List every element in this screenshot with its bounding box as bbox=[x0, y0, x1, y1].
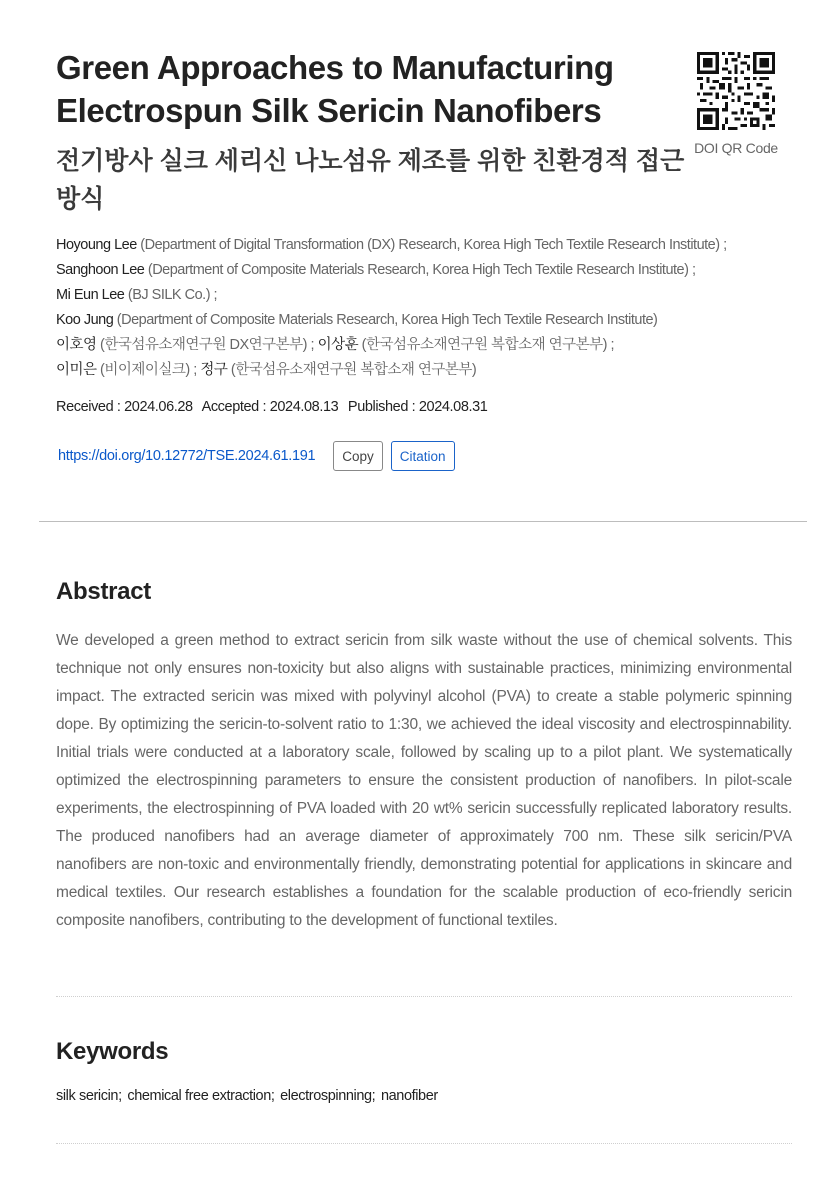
abstract-text: We developed a green method to extract sericin from silk waste without the use of chemical solvents. This technique not only ensures non-toxicity but also aligns with sustainable practices, minimizing environmental impact. The extracted sericin was mixed with polyvinyl alcohol (PVA) to create a stable polymeric spinning dope. By optimizing the sericin-to-solvent ratio to 1:30, we achieved the ideal viscosity and electrospinnability. Initial trials were conducted at a laboratory scale, followed by scaling up to a pilot plant. We systematically optimized the electrospinning parameters to ensure the consistent production of nanofibers. In pilot-scale experiments, the electrospinning of PVA loaded with 20 wt% sericin successfully replicated laboratory results. The produced nanofibers had an average diameter of approximately 700 nm. These silk sericin/PVA nanofibers are non-toxic and environmentally friendly, demonstrating potential for applications in skincare and medical textiles. Our research establishes a foundation for the scalable production of eco-friendly sericin composite nanofibers, contributing to the development of functional textiles. bbox=[56, 632, 792, 929]
author-name-korean[interactable]: 이상훈 bbox=[317, 337, 359, 353]
article-title-english: Green Approaches to Manufacturing Electrospun Silk Sericin Nanofibers bbox=[56, 49, 614, 129]
received-date: Received : 2024.06.28 bbox=[56, 399, 193, 415]
author-affiliation-korean: (한국섬유소재연구원 복합소재 연구본부) bbox=[227, 362, 477, 378]
keyword-item[interactable]: silk sericin; bbox=[56, 1088, 122, 1104]
keyword-item[interactable]: chemical free extraction; bbox=[127, 1088, 275, 1104]
author-affiliation: (BJ SILK Co.) ; bbox=[124, 287, 218, 303]
citation-button[interactable]: Citation bbox=[391, 441, 455, 471]
author-line bbox=[56, 258, 826, 283]
article-header bbox=[56, 46, 696, 218]
section-divider bbox=[39, 521, 807, 522]
author-name-korean[interactable]: 정구 bbox=[200, 362, 228, 378]
author-affiliation: (Department of Composite Materials Research, Korea High Tech Textile Research Institute) bbox=[113, 312, 658, 328]
author-name[interactable]: Mi Eun Lee bbox=[56, 287, 125, 303]
dotted-divider bbox=[56, 996, 792, 997]
doi-row bbox=[58, 441, 463, 471]
accepted-date: Accepted : 2024.08.13 bbox=[201, 399, 339, 415]
qr-code-label: DOI QR Code bbox=[694, 140, 778, 156]
published-date: Published : 2024.08.31 bbox=[347, 399, 488, 415]
author-affiliation-korean: (비이제이실크) ; bbox=[96, 362, 201, 378]
article-title-korean: 전기방사 실크 세리신 나노섬유 제조를 위한 친환경적 접근방식 bbox=[56, 147, 685, 213]
author-affiliation-korean: (한국섬유소재연구원 DX연구본부) ; bbox=[96, 337, 318, 353]
author-affiliation: (Department of Composite Materials Research, Korea High Tech Textile Research Institute) ; bbox=[144, 262, 696, 278]
author-line bbox=[56, 233, 826, 258]
keyword-item[interactable]: nanofiber bbox=[380, 1088, 438, 1104]
author-line-korean bbox=[56, 333, 826, 358]
keyword-item[interactable]: electrospinning; bbox=[280, 1088, 376, 1104]
author-affiliation: (Department of Digital Transformation (DX) Research, Korea High Tech Textile Research Institute) ; bbox=[136, 237, 727, 253]
keywords-heading: Keywords bbox=[56, 1038, 169, 1065]
doi-qr-block bbox=[690, 52, 782, 156]
author-name[interactable]: Hoyoung Lee bbox=[56, 237, 137, 253]
author-line bbox=[56, 283, 826, 308]
qr-code-icon[interactable] bbox=[697, 52, 775, 130]
publication-dates bbox=[56, 399, 493, 415]
copy-doi-button[interactable]: Copy bbox=[333, 441, 383, 471]
author-line-korean bbox=[56, 358, 826, 383]
author-name-korean[interactable]: 이미은 bbox=[56, 362, 97, 378]
author-name-korean[interactable]: 이호영 bbox=[56, 337, 97, 353]
dotted-divider bbox=[56, 1143, 792, 1144]
doi-link[interactable]: https://doi.org/10.12772/TSE.2024.61.191 bbox=[58, 448, 316, 464]
keyword-list bbox=[56, 1088, 440, 1104]
author-line bbox=[56, 308, 826, 333]
author-list bbox=[56, 233, 826, 383]
author-name[interactable]: Sanghoon Lee bbox=[56, 262, 145, 278]
author-affiliation-korean: (한국섬유소재연구원 복합소재 연구본부) ; bbox=[358, 337, 615, 353]
abstract-heading: Abstract bbox=[56, 578, 151, 605]
author-name[interactable]: Koo Jung bbox=[56, 312, 114, 328]
